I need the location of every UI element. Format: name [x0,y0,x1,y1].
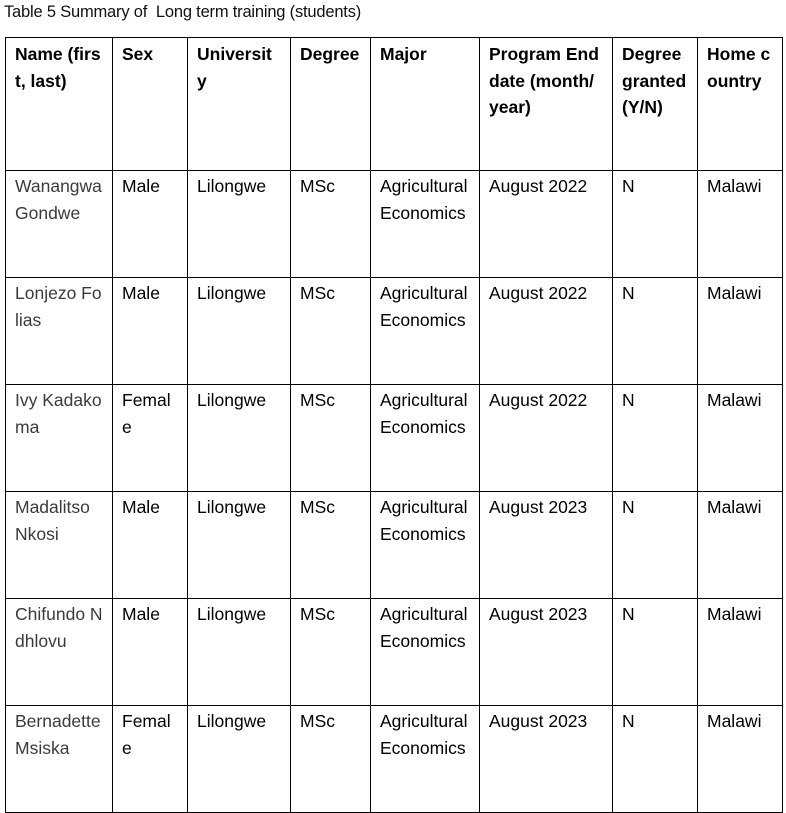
cell-degree-granted: N [613,492,698,599]
cell-sex: Male [113,171,188,278]
cell-sex: Male [113,599,188,706]
cell-sex: Male [113,278,188,385]
cell-name: Chifundo Ndhlovu [6,599,113,706]
cell-home-country: Malawi [698,171,783,278]
table-row [6,599,783,706]
cell-end-date: August 2022 [480,171,613,278]
cell-degree-granted: N [613,599,698,706]
cell-degree: MSc [291,171,371,278]
cell-degree-granted: N [613,278,698,385]
cell-degree: MSc [291,278,371,385]
cell-home-country: Malawi [698,385,783,492]
cell-home-country: Malawi [698,706,783,813]
cell-major: Agricultural Economics [371,385,480,492]
cell-home-country: Malawi [698,492,783,599]
cell-name: Wanangwa Gondwe [6,171,113,278]
header-home-country: Home country [698,38,783,171]
cell-major: Agricultural Economics [371,278,480,385]
cell-name: Bernadette Msiska [6,706,113,813]
cell-name: Lonjezo Folias [6,278,113,385]
header-sex: Sex [113,38,188,171]
table-row [6,171,783,278]
cell-major: Agricultural Economics [371,599,480,706]
table-row [6,492,783,599]
cell-major: Agricultural Economics [371,706,480,813]
header-degree: Degree [291,38,371,171]
cell-major: Agricultural Economics [371,171,480,278]
cell-end-date: August 2023 [480,599,613,706]
cell-degree-granted: N [613,171,698,278]
cell-university: Lilongwe [188,599,291,706]
table-row [6,278,783,385]
header-degree-granted: Degree granted (Y/N) [613,38,698,171]
cell-name: Madalitso Nkosi [6,492,113,599]
header-major: Major [371,38,480,171]
header-name: Name (first, last) [6,38,113,171]
cell-sex: Female [113,706,188,813]
cell-home-country: Malawi [698,278,783,385]
table-row [6,706,783,813]
cell-end-date: August 2022 [480,385,613,492]
cell-degree: MSc [291,492,371,599]
long-term-training-table [5,37,783,813]
cell-degree: MSc [291,706,371,813]
header-end-date: Program End date (month/year) [480,38,613,171]
cell-university: Lilongwe [188,385,291,492]
cell-university: Lilongwe [188,706,291,813]
cell-end-date: August 2022 [480,278,613,385]
cell-sex: Female [113,385,188,492]
cell-major: Agricultural Economics [371,492,480,599]
cell-end-date: August 2023 [480,706,613,813]
table-caption: Table 5 Summary of Long term training (students) [4,3,362,21]
header-university: University [188,38,291,171]
cell-home-country: Malawi [698,599,783,706]
cell-degree: MSc [291,599,371,706]
cell-sex: Male [113,492,188,599]
cell-degree-granted: N [613,385,698,492]
table-row [6,385,783,492]
cell-name: Ivy Kadakoma [6,385,113,492]
cell-degree: MSc [291,385,371,492]
cell-end-date: August 2023 [480,492,613,599]
cell-degree-granted: N [613,706,698,813]
header-row [6,38,783,171]
cell-university: Lilongwe [188,278,291,385]
cell-university: Lilongwe [188,492,291,599]
cell-university: Lilongwe [188,171,291,278]
